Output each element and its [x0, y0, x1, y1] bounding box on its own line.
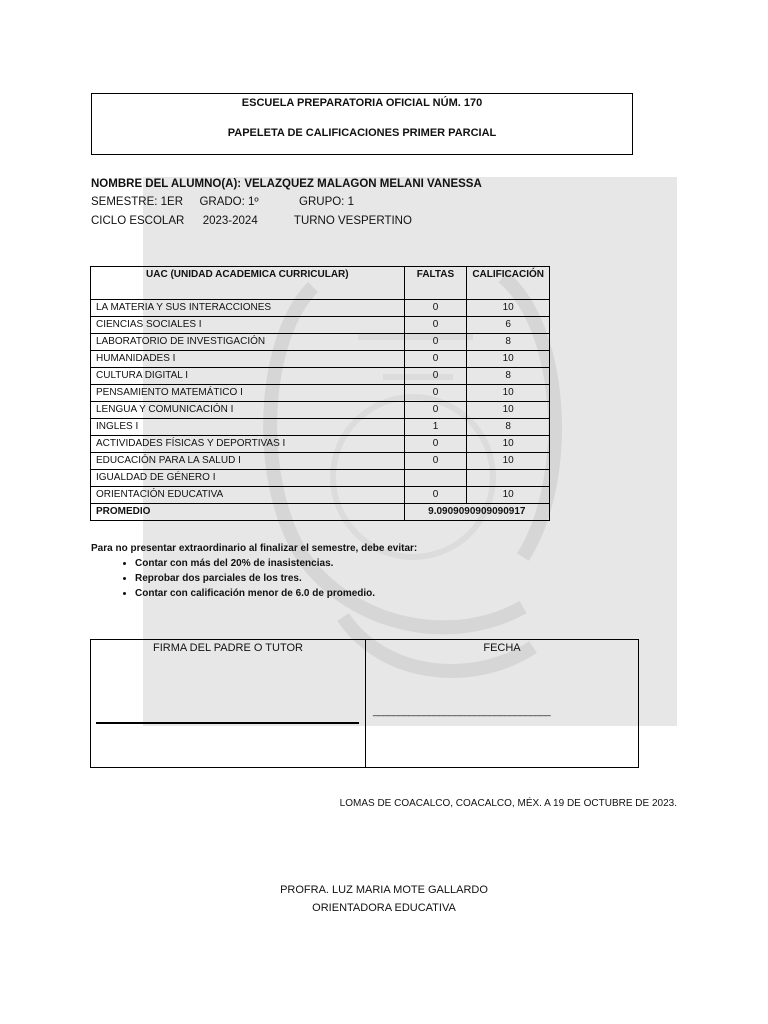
student-name: NOMBRE DEL ALUMNO(A): VELAZQUEZ MALAGON MELANI VANESSA [91, 178, 482, 190]
absences-cell: 0 [404, 300, 467, 317]
table-row [91, 487, 550, 504]
absences-cell: 0 [404, 368, 467, 385]
table-row [91, 334, 550, 351]
absences-cell: 0 [404, 453, 467, 470]
subject-cell: PENSAMIENTO MATEMÁTICO I [91, 385, 405, 402]
grade-cell: 10 [467, 453, 550, 470]
subject-cell: LENGUA Y COMUNICACIÓN I [91, 402, 405, 419]
average-value: 9.0909090909090917 [404, 504, 549, 521]
subject-cell: ACTIVIDADES FÍSICAS Y DEPORTIVAS I [91, 436, 405, 453]
absences-cell: 0 [404, 351, 467, 368]
average-row [91, 504, 550, 521]
grade-cell [467, 470, 550, 487]
absences-cell: 0 [404, 436, 467, 453]
column-header-grade: CALIFICACIÓN [467, 267, 550, 300]
subject-cell: EDUCACIÓN PARA LA SALUD I [91, 453, 405, 470]
place-and-date: LOMAS DE COACALCO, COACALCO, MÉX. A 19 DE OCTUBRE DE 2023. [339, 798, 677, 809]
grade-cell: 8 [467, 334, 550, 351]
grade-cell: 10 [467, 487, 550, 504]
notes-intro: Para no presentar extraordinario al finalizar el semestre, debe evitar: [91, 543, 418, 554]
grade-cell: 8 [467, 368, 550, 385]
average-label: PROMEDIO [91, 504, 405, 521]
subject-cell: CULTURA DIGITAL I [91, 368, 405, 385]
table-row [91, 402, 550, 419]
grade-cell: 10 [467, 385, 550, 402]
tutor-signature-label: FIRMA DEL PADRE O TUTOR [153, 642, 303, 654]
school-header-box [91, 93, 633, 155]
signature-line [96, 722, 359, 724]
subject-cell: LABORATORIO DE INVESTIGACIÓN [91, 334, 405, 351]
table-row [91, 300, 550, 317]
absences-cell: 1 [404, 419, 467, 436]
table-row [91, 419, 550, 436]
cycle-label: CICLO ESCOLAR [91, 215, 185, 227]
table-row [91, 351, 550, 368]
shift-label: TURNO VESPERTINO [293, 215, 412, 227]
semester-label: SEMESTRE: 1ER [91, 196, 184, 208]
table-row [91, 470, 550, 487]
document-title: PAPELETA DE CALIFICACIONES PRIMER PARCIAL [227, 127, 497, 139]
date-cell [366, 640, 638, 767]
grade-cell: 6 [467, 317, 550, 334]
absences-cell: 0 [404, 402, 467, 419]
school-name: ESCUELA PREPARATORIA OFICIAL NÚM. 170 [241, 97, 483, 109]
cycle-value: 2023-2024 [202, 215, 258, 227]
note-item: • Contar con calificación menor de 6.0 de promedio. [135, 588, 417, 599]
note-item: • Contar con más del 20% de inasistencias. [135, 558, 417, 569]
table-row [91, 453, 550, 470]
column-header-absences: FALTAS [404, 267, 467, 300]
subject-cell: ORIENTACIÓN EDUCATIVA [91, 487, 405, 504]
note-item: • Reprobar dos parciales de los tres. [135, 573, 417, 584]
table-row [91, 436, 550, 453]
subject-cell: IGUALDAD DE GÉNERO I [91, 470, 405, 487]
teacher-name: PROFRA. LUZ MARIA MOTE GALLARDO [280, 884, 488, 896]
subject-cell: HUMANIDADES I [91, 351, 405, 368]
table-row [91, 385, 550, 402]
grade-cell: 10 [467, 351, 550, 368]
subject-cell: LA MATERIA Y SUS INTERACCIONES [91, 300, 405, 317]
table-row [91, 368, 550, 385]
absences-cell: 0 [404, 334, 467, 351]
grade-cell: 10 [467, 402, 550, 419]
subject-cell: CIENCIAS SOCIALES I [91, 317, 405, 334]
teacher-role: ORIENTADORA EDUCATIVA [312, 902, 456, 914]
absences-cell [404, 470, 467, 487]
absences-cell: 0 [404, 487, 467, 504]
grade-cell: 10 [467, 436, 550, 453]
grades-table [90, 266, 550, 521]
student-semester-row [91, 196, 354, 208]
grade-cell: 10 [467, 300, 550, 317]
signature-table [90, 639, 639, 768]
group-label: GRUPO: 1 [299, 196, 354, 208]
tutor-signature-cell [91, 640, 366, 767]
table-row [91, 317, 550, 334]
subject-cell: INGLES I [91, 419, 405, 436]
absences-cell: 0 [404, 385, 467, 402]
requirements-notes [91, 543, 417, 603]
column-header-subject: UAC (UNIDAD ACADEMICA CURRICULAR) [91, 267, 405, 300]
grade-cell: 8 [467, 419, 550, 436]
date-blank-line: ___________________________________ [373, 706, 551, 717]
absences-cell: 0 [404, 317, 467, 334]
date-label: FECHA [483, 642, 521, 654]
student-cycle-row [91, 215, 412, 227]
grade-label: GRADO: 1º [199, 196, 259, 208]
